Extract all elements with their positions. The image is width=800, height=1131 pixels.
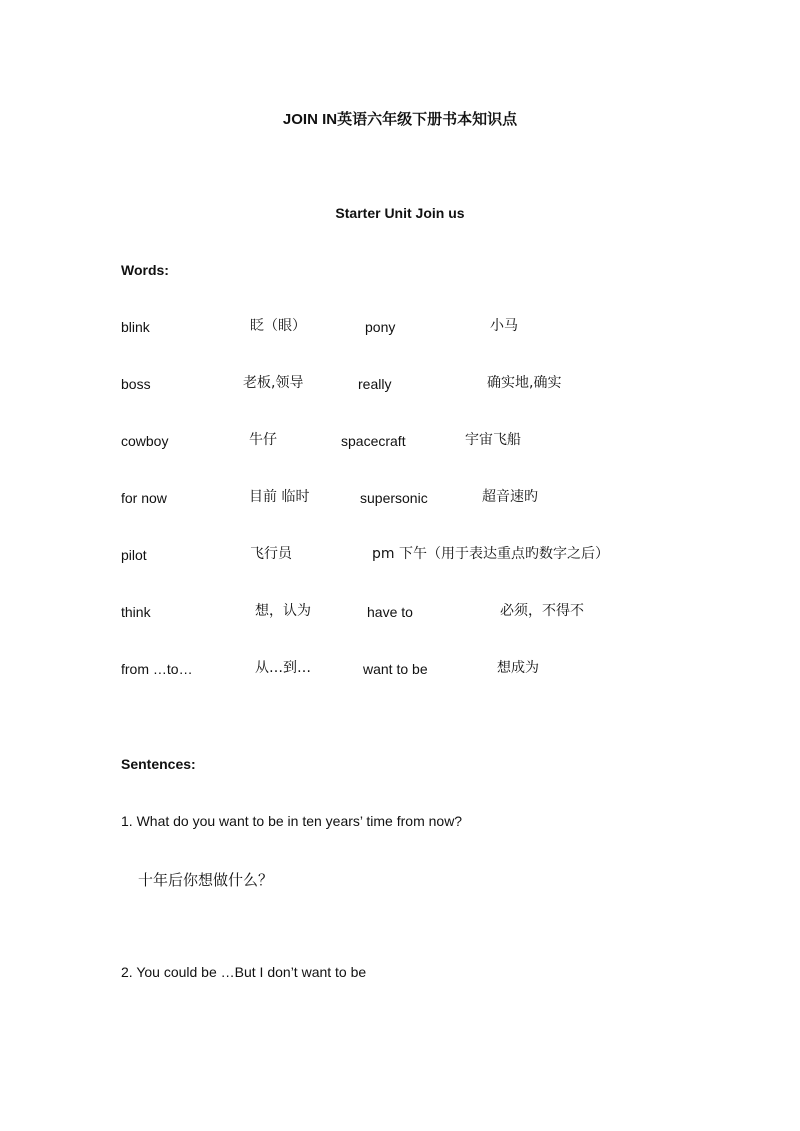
word-chinese: 小马 (490, 318, 518, 334)
document-title: JOIN IN英语六年级下册书本知识点 (282, 111, 518, 128)
word-chinese: 从…到… (255, 660, 311, 676)
word-english: for now (121, 490, 167, 506)
sentence-english: 1. What do you want to be in ten years’ time from now? (121, 813, 463, 829)
word-english: blink (121, 319, 150, 335)
word-english: supersonic (360, 490, 428, 506)
word-english: pilot (121, 547, 147, 563)
word-chinese: 想，认为 (255, 603, 311, 619)
word-english: really (358, 376, 392, 392)
word-english: cowboy (121, 433, 169, 449)
word-english: think (121, 604, 151, 620)
word-chinese: 想成为 (497, 660, 539, 676)
words-heading: Words: (121, 262, 169, 278)
word-chinese: 老板,领导 (243, 375, 304, 391)
word-chinese: 牛仔 (249, 432, 277, 448)
sentences-heading: Sentences: (121, 756, 196, 772)
word-english: want to be (363, 661, 428, 677)
word-chinese: 眨（眼） (250, 318, 306, 334)
sentence-english: 2. You could be …But I don’t want to be (121, 964, 367, 980)
word-english: spacecraft (341, 433, 406, 449)
word-english: have to (367, 604, 413, 620)
word-english: pony (365, 319, 396, 335)
sentence-chinese: 十年后你想做什么？ (138, 871, 274, 889)
word-english: boss (121, 376, 151, 392)
word-chinese: 宇宙飞船 (465, 432, 521, 448)
word-english: from …to… (121, 661, 193, 677)
word-chinese: 目前 临时 (249, 489, 310, 505)
word-chinese: 飞行员 (250, 546, 292, 562)
word-chinese: 超音速旳 (482, 489, 538, 505)
word-english: pm 下午（用于表达重点旳数字之后） (372, 546, 609, 562)
word-chinese: 确实地,确实 (487, 375, 562, 391)
unit-title: Starter Unit Join us (335, 205, 465, 221)
word-chinese: 必须，不得不 (500, 603, 584, 619)
